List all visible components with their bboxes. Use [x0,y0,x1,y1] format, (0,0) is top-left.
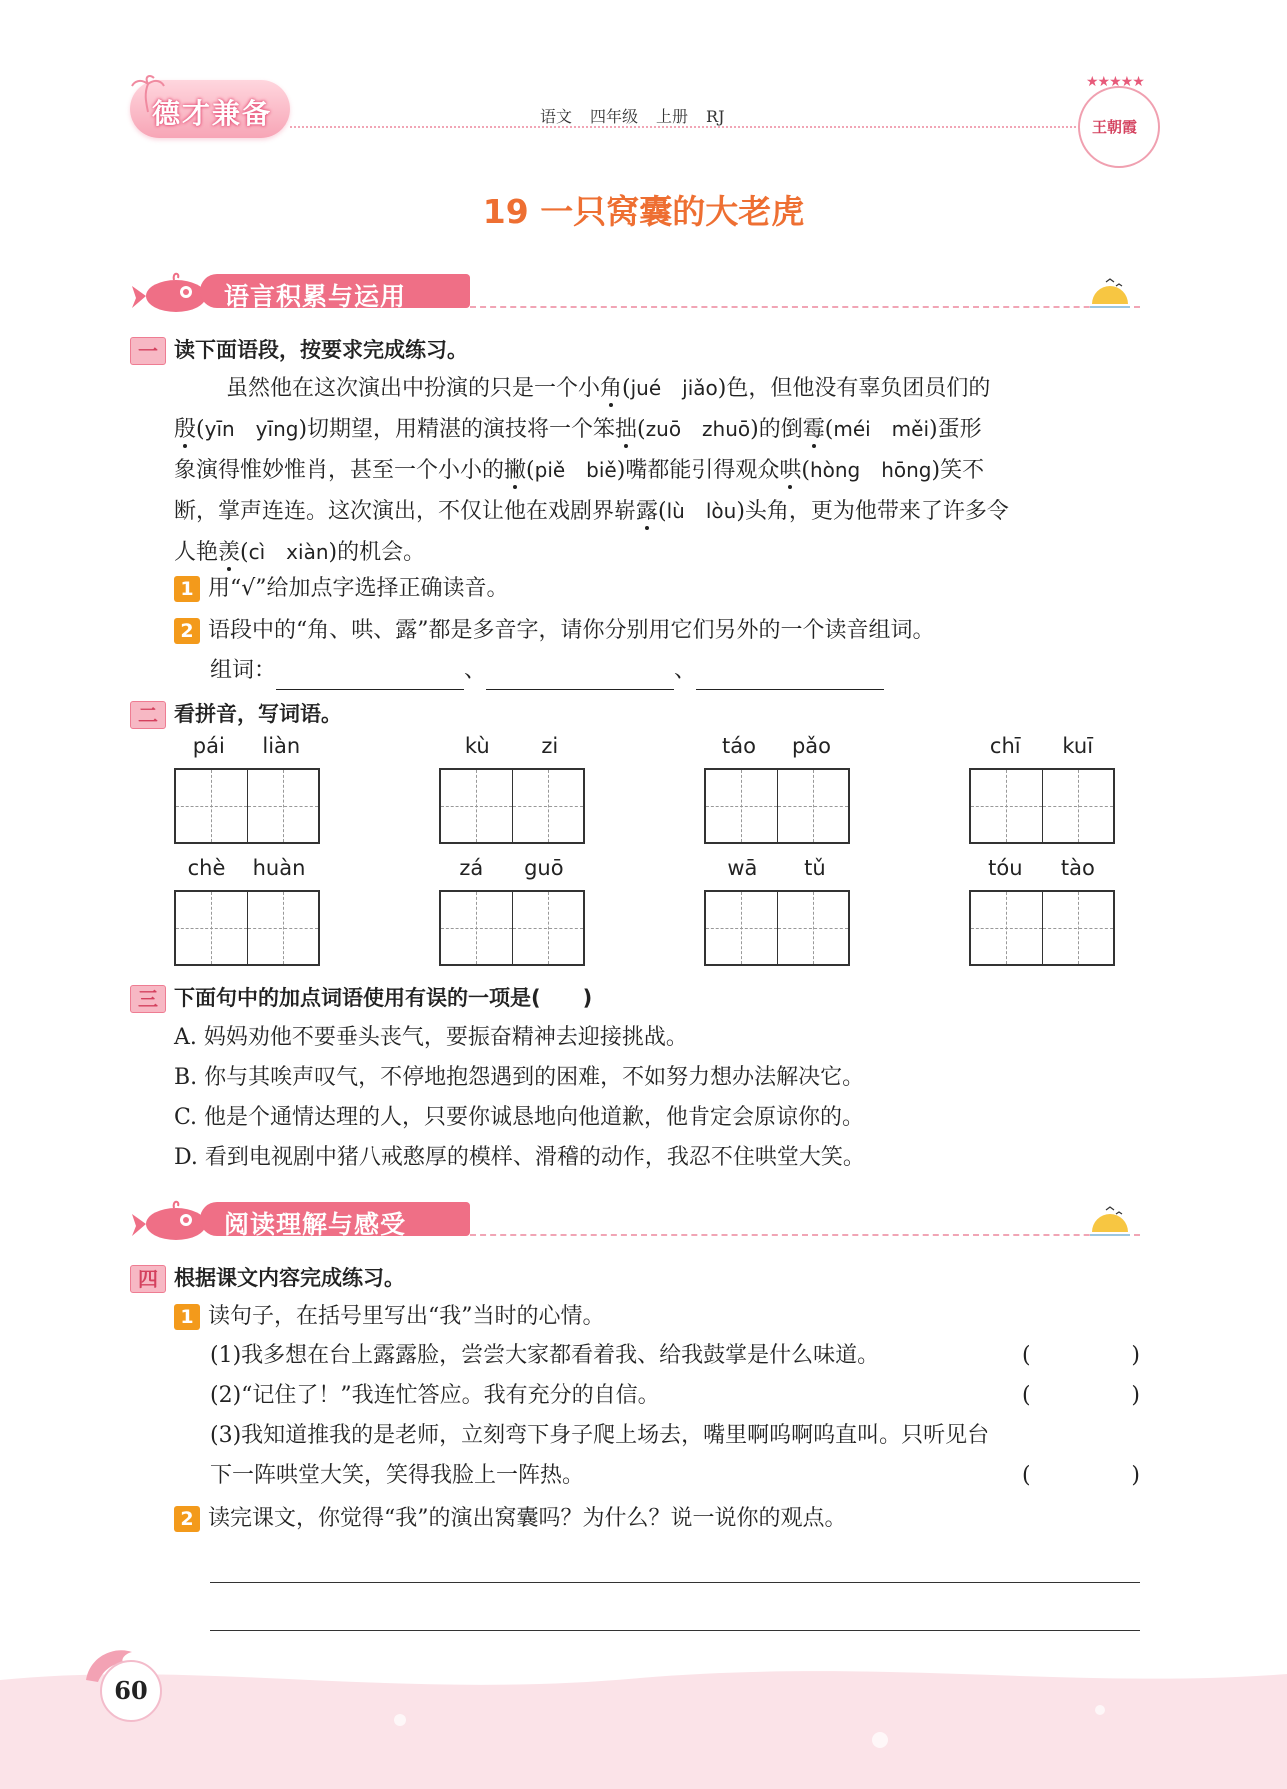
pinyin-syllable: pái [192,734,225,758]
subject: 语文 [540,107,573,126]
passage-line-3: 象演得惟妙惟肖，甚至一个小小的撇(piě biě)嘴都能引得观众哄(hòng hōng)笑不 [174,458,985,483]
pinyin-label [174,734,319,768]
pinyin-syllable: tào [1060,856,1095,880]
passage-line-5: 人艳羡(cì xiàn)的机会。 [174,540,426,565]
question-2-heading [130,698,342,729]
author-stamp [1078,74,1160,168]
pinyin-label [969,856,1114,890]
question-number-1: 一 [130,337,166,365]
option-a[interactable]: A. 妈妈劝他不要垂头丧气，要振奋精神去迎接挑战。 [174,1025,688,1050]
q4-items [210,1336,1140,1496]
question-3-text: 下面句中的加点词语使用有误的一项是( ) [174,986,593,1010]
tianzige-grid[interactable] [439,890,585,966]
brand-text: 德才兼备 [152,97,273,130]
writing-cell[interactable] [706,892,778,964]
q4-sub1 [174,1298,605,1336]
item-2: (2)“记住了！”我连忙答应。我有充分的自信。 ( ) [210,1383,1140,1408]
tianzige-grid[interactable] [439,768,585,844]
sub-number: 2 [174,1506,200,1532]
section-divider-1 [470,306,1140,308]
zuci-row: 组词： 、 、 [210,652,884,690]
section-divider-2 [470,1234,1140,1236]
stars-icon: ★★★★★ [1086,74,1144,90]
pinyin-syllable: wā [727,856,758,880]
sub-number: 1 [174,1304,200,1330]
pinyin-word-4 [969,734,1114,844]
pinyin-word-5 [174,856,319,966]
pinyin-label [704,856,849,890]
pinyin-word-2 [439,734,584,844]
question-number-4: 四 [130,1265,166,1293]
writing-cell[interactable] [971,892,1043,964]
passage-line-4: 断，掌声连连。这次演出，不仅让他在戏剧界崭露(lù lòu)头角，更为他带来了许多令 [174,499,1009,524]
pinyin-syllable: guō [524,856,564,880]
writing-cell[interactable] [513,770,584,842]
pinyin-word-6 [439,856,584,966]
sub-text: 语段中的“角、哄、露”都是多音字，请你分别用它们另外的一个读音组词。 [208,618,935,643]
whale-icon [130,1198,210,1242]
sub-text: 用“√”给加点字选择正确读音。 [208,576,509,601]
tianzige-grid[interactable] [704,890,850,966]
sub-text: 读句子，在括号里写出“我”当时的心情。 [208,1304,605,1329]
answer-blank-1[interactable] [276,667,464,690]
item-1: (1)我多想在台上露露脸，尝尝大家都看着我、给我鼓掌是什么味道。 ( ) [210,1343,1140,1368]
q1-sub1 [174,570,509,608]
pinyin-syllable: zá [459,856,484,880]
sub-number: 1 [174,576,200,602]
footer-wave [0,1660,1287,1789]
pinyin-label [439,734,584,768]
sunset-icon [1086,1204,1134,1240]
tianzige-grid[interactable] [969,890,1115,966]
item-3: (3)我知道推我的是老师，立刻弯下身子爬上场去，嘴里啊呜啊呜直叫。只听见台 [210,1423,990,1448]
section-title-1: 语言积累与运用 [224,282,407,311]
pinyin-syllable: táo [722,734,756,758]
writing-cell[interactable] [248,892,319,964]
option-b[interactable]: B. 你与其唉声叹气，不停地抱怨遇到的困难，不如努力想办法解决它。 [174,1065,865,1090]
pinyin-label [704,734,849,768]
pinyin-syllable: kù [464,734,490,758]
section-banner-1 [130,268,470,316]
question-2-text: 看拼音，写词语。 [174,702,342,726]
section-banner-2 [130,1196,470,1244]
pinyin-syllable: pǎo [791,734,831,758]
writing-cell[interactable] [513,892,584,964]
writing-cell[interactable] [441,770,513,842]
pinyin-syllable: tóu [988,856,1023,880]
question-number-2: 二 [130,701,166,729]
writing-cell[interactable] [176,892,248,964]
pinyin-word-8 [969,856,1114,966]
edition: RJ [706,107,725,126]
sub-number: 2 [174,618,200,644]
pinyin-syllable: huàn [252,856,306,880]
writing-cell[interactable] [971,770,1043,842]
tianzige-grid[interactable] [174,768,320,844]
page-title: 19 一只窝囊的大老虎 [482,192,805,231]
answer-blank-2[interactable] [486,667,674,690]
question-number-3: 三 [130,985,166,1013]
volume: 上册 [656,107,689,126]
writing-cell[interactable] [176,770,248,842]
tianzige-grid[interactable] [174,890,320,966]
pinyin-syllable: kuī [1062,734,1094,758]
item-3-cont: 下一阵哄堂大笑，笑得我脸上一阵热。 ( ) [210,1463,1140,1488]
writing-cell[interactable] [1043,892,1114,964]
pinyin-syllable: chè [187,856,226,880]
section-title-2: 阅读理解与感受 [224,1210,407,1239]
stamp-name: 王朝霞 [1092,118,1138,136]
zuci-label: 组词： [210,658,277,683]
passage-line-1: 虽然他在这次演出中扮演的只是一个小角(jué jiǎo)色，但他没有辜负团员们的 [226,376,991,401]
page-number: 60 [100,1660,162,1722]
passage-line-2: 殷(yīn yīng)切期望，用精湛的演技将一个笨拙(zuō zhuō)的倒霉(méi měi)蛋形 [174,417,982,442]
option-d[interactable]: D. 看到电视剧中猪八戒憨厚的模样、滑稽的动作，我忍不住哄堂大笑。 [174,1145,865,1170]
pinyin-syllable: zi [541,734,559,758]
answer-line-1[interactable] [210,1582,1140,1583]
option-c[interactable]: C. 他是个通情达理的人，只要你诚恳地向他道歉，他肯定会原谅你的。 [174,1105,865,1130]
answer-blank-3[interactable] [696,667,884,690]
grade: 四年级 [590,107,639,126]
passage [174,368,1140,573]
tianzige-grid[interactable] [704,768,850,844]
header-info [540,104,743,127]
pinyin-word-7 [704,856,849,966]
pinyin-syllable: chī [989,734,1021,758]
writing-cell[interactable] [441,892,513,964]
tianzige-grid[interactable] [969,768,1115,844]
writing-cell[interactable] [778,892,849,964]
question-3-heading [130,982,592,1013]
question-1-heading [130,334,468,365]
whale-icon [130,270,210,314]
pinyin-syllable: tǔ [804,856,826,880]
writing-cell[interactable] [248,770,319,842]
question-1-text: 读下面语段，按要求完成练习。 [174,338,468,362]
pinyin-label [969,734,1114,768]
question-4-text: 根据课文内容完成练习。 [174,1266,405,1290]
pinyin-label [439,856,584,890]
sub-text: 读完课文，你觉得“我”的演出窝囊吗？为什么？说一说你的观点。 [208,1506,847,1531]
answer-line-2[interactable] [210,1630,1140,1631]
pinyin-syllable: liàn [262,734,301,758]
writing-cell[interactable] [1043,770,1114,842]
pinyin-word-1 [174,734,319,844]
writing-cell[interactable] [778,770,849,842]
q3-options [174,1018,865,1178]
palm-tree-icon [128,74,168,114]
writing-cell[interactable] [706,770,778,842]
sunset-icon [1086,276,1134,312]
q1-sub2 [174,612,935,650]
q4-sub2 [174,1500,847,1538]
pinyin-word-3 [704,734,849,844]
question-4-heading [130,1262,405,1293]
pinyin-label [174,856,319,890]
